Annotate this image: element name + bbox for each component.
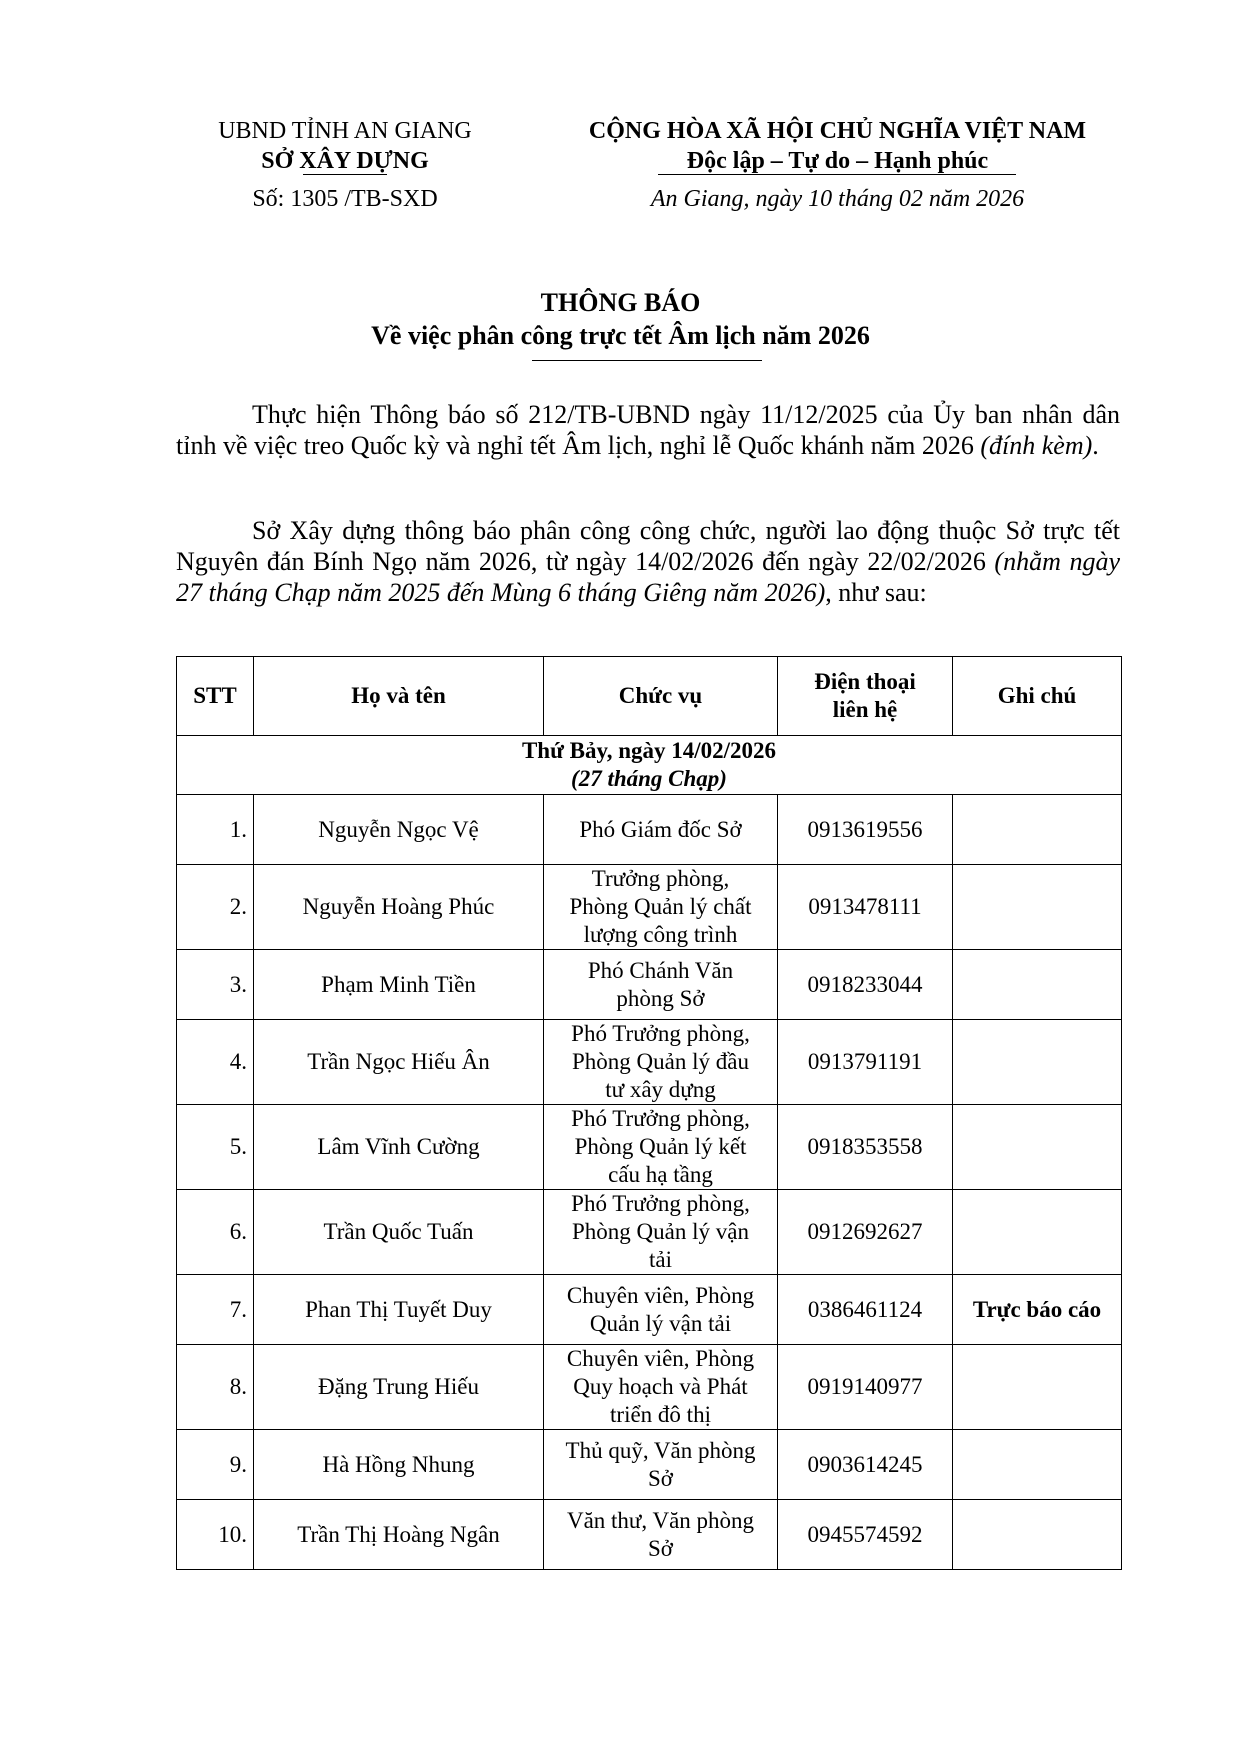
nation-header	[555, 116, 1120, 214]
agency-parent: UBND TỈNH AN GIANG	[218, 118, 472, 144]
position-line: cấu hạ tầng	[608, 1162, 713, 1187]
position-line: Phòng Quản lý đầu	[572, 1049, 749, 1074]
row-note	[953, 1105, 1122, 1190]
position-line: Phó Trưởng phòng,	[571, 1021, 750, 1046]
table-row	[177, 1105, 1122, 1190]
position-line: Trưởng phòng,	[591, 866, 730, 891]
table-row	[177, 865, 1122, 950]
row-position	[544, 1345, 778, 1430]
position-line: lượng công trình	[583, 922, 738, 947]
row-phone: 0903614245	[778, 1430, 953, 1500]
row-phone: 0918233044	[778, 950, 953, 1020]
row-position	[544, 1190, 778, 1275]
table-row	[177, 795, 1122, 865]
agency-header	[200, 116, 490, 214]
position-line: Phòng Quản lý kết	[574, 1134, 747, 1159]
table-header-row	[177, 657, 1122, 736]
position-line: Thủ quỹ, Văn phòng	[565, 1437, 756, 1463]
row-position	[544, 1275, 778, 1345]
row-stt: 8.	[177, 1345, 254, 1430]
paragraph-2: Sở Xây dựng thông báo phân công công chức, người lao động thuộc Sở trực tết Nguyên đán Bính Ngọ năm 2026, từ ngày 14/02/2026 đến ngày 22/02/2026 (nhằm ngày 27 tháng Chạp năm 2025 đến Mùng 6 tháng Giêng năm 2026), như sau:	[176, 516, 1120, 607]
row-stt: 2.	[177, 865, 254, 950]
row-phone: 0913619556	[778, 795, 953, 865]
agency-name: SỞ XÂY DỰNG	[261, 148, 429, 174]
row-note	[953, 1190, 1122, 1275]
position-line: tư xây dựng	[605, 1077, 716, 1102]
day-lunar: (27 tháng Chạp)	[571, 766, 727, 791]
row-name: Lâm Vĩnh Cường	[254, 1105, 544, 1190]
row-note	[953, 865, 1122, 950]
position-line: Phòng Quản lý chất	[569, 894, 752, 919]
row-stt: 7.	[177, 1275, 254, 1345]
day-group-row	[177, 736, 1122, 795]
place-date: An Giang, ngày 10 tháng 02 năm 2026	[650, 186, 1025, 212]
row-phone: 0386461124	[778, 1275, 953, 1345]
position-line: phòng Sở	[616, 985, 705, 1011]
position-line: Phó Giám đốc Sở	[579, 816, 742, 842]
row-name: Nguyễn Ngọc Vệ	[254, 795, 544, 865]
row-name: Phạm Minh Tiền	[254, 950, 544, 1020]
row-phone: 0912692627	[778, 1190, 953, 1275]
table-row	[177, 950, 1122, 1020]
table-row	[177, 1020, 1122, 1105]
row-note	[953, 950, 1122, 1020]
row-stt: 6.	[177, 1190, 254, 1275]
row-position	[544, 1430, 778, 1500]
document-heading: THÔNG BÁO	[540, 288, 701, 317]
row-position	[544, 1105, 778, 1190]
row-position	[544, 865, 778, 950]
nation-title: CỘNG HÒA XÃ HỘI CHỦ NGHĨA VIỆT NAM	[588, 118, 1087, 144]
position-line: Quản lý vận tải	[589, 1310, 732, 1336]
row-phone: 0918353558	[778, 1105, 953, 1190]
row-stt: 4.	[177, 1020, 254, 1105]
row-name: Đặng Trung Hiếu	[254, 1345, 544, 1430]
row-note	[953, 795, 1122, 865]
header-name: Họ và tên	[254, 657, 544, 736]
table-row	[177, 1430, 1122, 1500]
table-row	[177, 1345, 1122, 1430]
row-position	[544, 1500, 778, 1570]
row-position	[544, 1020, 778, 1105]
row-stt: 1.	[177, 795, 254, 865]
row-position	[544, 950, 778, 1020]
position-line: Sở	[648, 1535, 673, 1561]
row-phone: 0945574592	[778, 1500, 953, 1570]
row-name: Phan Thị Tuyết Duy	[254, 1275, 544, 1345]
table-row	[177, 1190, 1122, 1275]
row-phone: 0913478111	[778, 865, 953, 950]
motto-underline	[658, 174, 1016, 175]
row-stt: 9.	[177, 1430, 254, 1500]
row-phone: 0913791191	[778, 1020, 953, 1105]
header-phone: Điện thoại liên hệ	[778, 657, 953, 736]
header-note: Ghi chú	[953, 657, 1122, 736]
row-position	[544, 795, 778, 865]
position-line: Chuyên viên, Phòng	[566, 1282, 755, 1308]
duty-table	[176, 656, 1122, 1570]
position-line: Phó Trưởng phòng,	[571, 1106, 750, 1131]
document-subject: Về việc phân công trực tết Âm lịch năm 2026	[371, 321, 870, 350]
subject-underline	[532, 360, 762, 361]
position-line: Chuyên viên, Phòng	[566, 1346, 755, 1371]
position-line: Văn thư, Văn phòng	[566, 1507, 755, 1533]
position-line: tải	[649, 1247, 672, 1272]
row-note	[953, 1430, 1122, 1500]
document-number: Số: 1305 /TB-SXD	[252, 186, 438, 212]
agency-underline	[303, 174, 387, 175]
row-name: Trần Thị Hoàng Ngân	[254, 1500, 544, 1570]
row-note	[953, 1020, 1122, 1105]
row-name: Nguyễn Hoàng Phúc	[254, 865, 544, 950]
day-date: Thứ Bảy, ngày 14/02/2026	[521, 738, 777, 763]
paragraph-1: Thực hiện Thông báo số 212/TB-UBND ngày 11/12/2025 của Ủy ban nhân dân tỉnh về việc treo Quốc kỳ và nghỉ tết Âm lịch, nghỉ lễ Quốc khánh năm 2026 (đính kèm).	[176, 400, 1120, 460]
position-line: Sở	[648, 1465, 673, 1491]
row-stt: 5.	[177, 1105, 254, 1190]
national-motto: Độc lập – Tự do – Hạnh phúc	[686, 148, 989, 174]
row-name: Hà Hồng Nhung	[254, 1430, 544, 1500]
position-line: Phó Trưởng phòng,	[571, 1191, 750, 1216]
row-name: Trần Ngọc Hiếu Ân	[254, 1020, 544, 1105]
row-stt: 10.	[177, 1500, 254, 1570]
row-note	[953, 1345, 1122, 1430]
position-line: Phó Chánh Văn	[587, 957, 734, 983]
row-note: Trực báo cáo	[953, 1275, 1122, 1345]
position-line: Phòng Quản lý vận	[572, 1219, 749, 1244]
table-row	[177, 1275, 1122, 1345]
row-note	[953, 1500, 1122, 1570]
row-name: Trần Quốc Tuấn	[254, 1190, 544, 1275]
row-stt: 3.	[177, 950, 254, 1020]
row-phone: 0919140977	[778, 1345, 953, 1430]
position-line: Quy hoạch và Phát	[573, 1374, 748, 1399]
header-position: Chức vụ	[544, 657, 778, 736]
table-row	[177, 1500, 1122, 1570]
position-line: triển đô thị	[610, 1402, 711, 1427]
header-stt: STT	[177, 657, 254, 736]
